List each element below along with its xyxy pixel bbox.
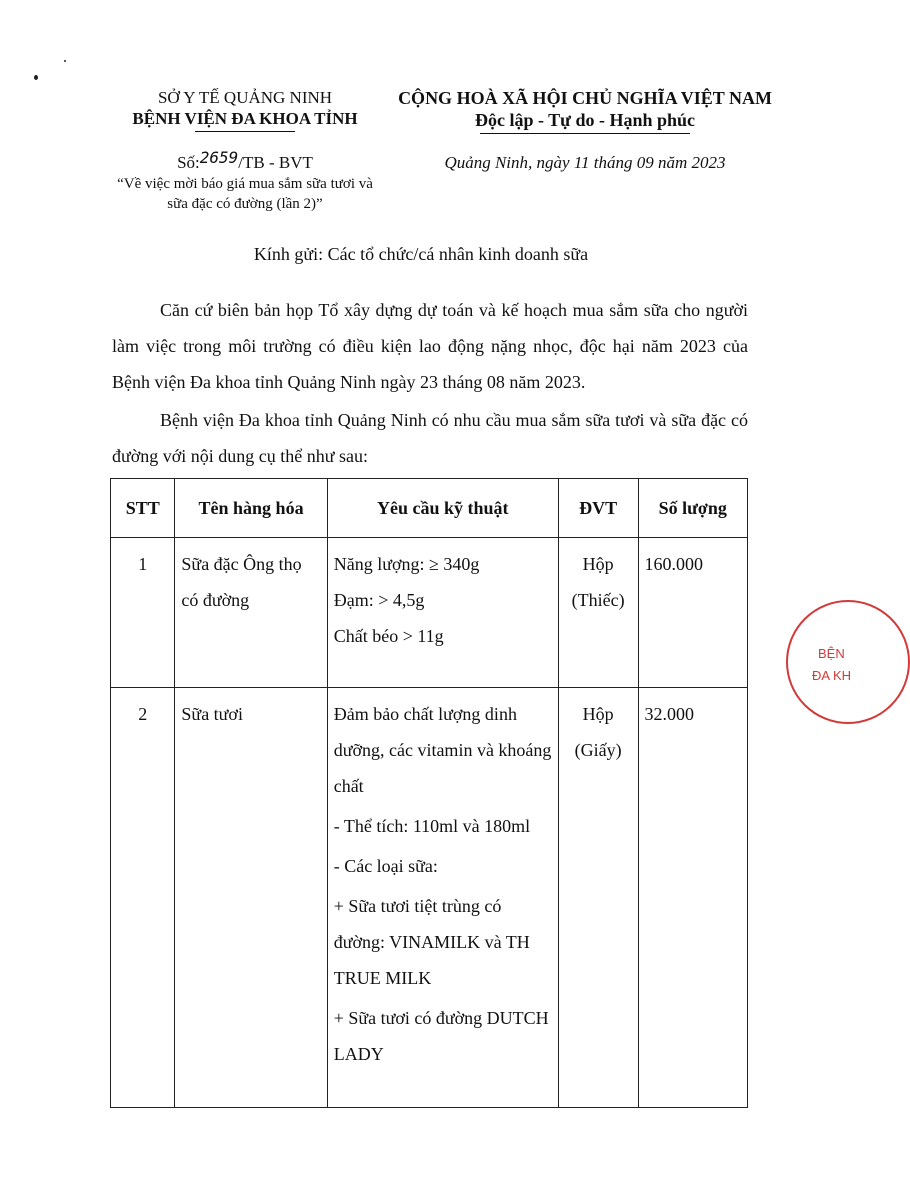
subject-line-1: “Về việc mời báo giá mua sắm sữa tươi và (117, 176, 373, 192)
spec-line: Đạm: > 4,5g (333, 590, 425, 610)
org-underline (195, 131, 295, 132)
table-header-row (111, 479, 748, 538)
unit-line: (Thiếc) (571, 590, 625, 610)
table-row (111, 688, 748, 1108)
header-qty: Số lượng (638, 479, 748, 538)
national-motto: Độc lập - Tự do - Hạnh phúc (474, 110, 696, 130)
items-table (110, 478, 748, 1108)
stamp-text-line-2: ĐA KH (812, 668, 852, 683)
row-qty: 32.000 (638, 688, 748, 1108)
issuing-hospital: BỆNH VIỆN ĐA KHOA TỈNH (132, 109, 358, 128)
doc-no-handwritten: 2659 (199, 148, 239, 167)
document-number (80, 148, 410, 173)
stamp-text-line-1: BỆN (818, 646, 845, 661)
row-name: Sữa đặc Ông thọ có đường (175, 538, 327, 688)
official-stamp (786, 600, 910, 724)
spec-line: Chất béo > 11g (333, 626, 444, 646)
spec-line: - Các loại sữa: (333, 856, 438, 876)
issuing-ministry: SỞ Y TẾ QUẢNG NINH (157, 88, 333, 107)
row-spec (327, 538, 558, 688)
unit-line: Hộp (582, 554, 614, 574)
paragraph-request: Bệnh viện Đa khoa tỉnh Quảng Ninh có nhu cầu mua sắm sữa tươi và sữa đặc có đường với nội dung cụ thể như sau: (112, 410, 748, 466)
doc-no-prefix: Số: (177, 153, 200, 172)
spec-line: Năng lượng: ≥ 340g (333, 554, 480, 574)
spec-line: + Sữa tươi tiệt trùng có đường: VINAMILK và TH TRUE MILK (333, 896, 530, 988)
subject-line-2: sữa đặc có đường (lần 2)” (167, 196, 323, 212)
row-stt: 1 (111, 538, 175, 688)
paragraph-basis: Căn cứ biên bản họp Tổ xây dựng dự toán và kế hoạch mua sắm sữa cho người làm việc trong môi trường có điều kiện lao động nặng nhọc, độc hại năm 2023 của Bệnh viện Đa khoa tỉnh Quảng Ninh ngày 23 tháng 08 năm 2023. (112, 300, 748, 392)
document-date: Quảng Ninh, ngày 11 tháng 09 năm 2023 (444, 153, 726, 172)
spec-line: Đảm bảo chất lượng dinh dưỡng, các vitamin và khoáng chất (333, 704, 552, 796)
unit-line: (Giấy) (574, 740, 622, 760)
row-unit (558, 538, 638, 688)
scan-speck (34, 75, 38, 80)
national-title: CỘNG HOÀ XÃ HỘI CHỦ NGHĨA VIỆT NAM (398, 88, 772, 108)
header-stt: STT (111, 479, 175, 538)
header-unit: ĐVT (558, 479, 638, 538)
spec-line: + Sữa tươi có đường DUTCH LADY (333, 1008, 549, 1064)
table-row (111, 538, 748, 688)
header-name: Tên hàng hóa (175, 479, 327, 538)
unit-line: Hộp (582, 704, 614, 724)
row-spec (327, 688, 558, 1108)
spec-line: - Thể tích: 110ml và 180ml (333, 816, 531, 836)
scan-speck (64, 60, 66, 62)
row-name: Sữa tươi (175, 688, 327, 1108)
header-spec: Yêu cầu kỹ thuật (327, 479, 558, 538)
row-stt: 2 (111, 688, 175, 1108)
motto-underline (480, 133, 690, 134)
salutation: Kính gửi: Các tổ chức/cá nhân kinh doanh sữa (253, 244, 589, 264)
doc-no-suffix: /TB - BVT (238, 153, 313, 172)
row-unit (558, 688, 638, 1108)
row-qty: 160.000 (638, 538, 748, 688)
